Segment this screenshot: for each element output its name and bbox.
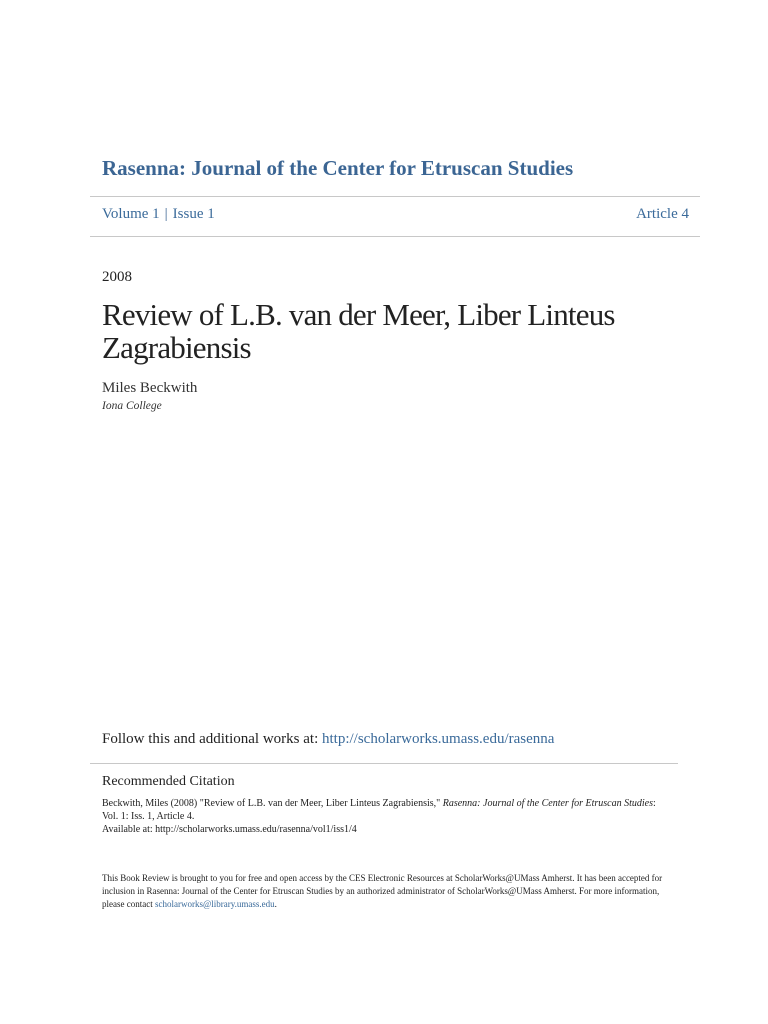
- volume-issue-links: [102, 206, 215, 223]
- contact-email-link[interactable]: scholarworks@library.umass.edu: [154, 899, 275, 909]
- issue-link[interactable]: Issue 1: [172, 206, 215, 222]
- citation-prefix: Beckwith, Miles (2008) "Review of L.B. van der Meer, Liber Linteus Zagrabiensis,": [102, 798, 443, 809]
- volume-link[interactable]: Volume 1: [102, 206, 160, 222]
- footer-text: This Book Review is brought to you for free and open access by the CES Electronic Resources at ScholarWorks@UMass Amherst. It has been accepted for inclusion in Rasenna: Journal of the Center for Etruscan Studies by an authorized administrator of ScholarWorks@UMass Amherst. For more information, please contact: [102, 873, 663, 909]
- issue-navigation: [102, 206, 689, 223]
- middle-divider: [90, 236, 700, 237]
- journal-title[interactable]: Rasenna: Journal of the Center for Etruscan Studies: [102, 156, 574, 180]
- author-name: Miles Beckwith: [102, 380, 198, 396]
- article-number-link[interactable]: Article 4: [636, 206, 689, 222]
- citation-available: Available at: http://scholarworks.umass.edu/rasenna/vol1/iss1/4: [102, 824, 357, 835]
- publication-year: 2008: [102, 269, 132, 285]
- citation-body: [102, 797, 672, 836]
- follow-line: [102, 731, 554, 748]
- top-divider: [90, 196, 700, 197]
- author-affiliation: Iona College: [102, 400, 162, 412]
- article-title: Review of L.B. van der Meer, Liber Linteus Zagrabiensis: [102, 297, 615, 365]
- access-footer: [102, 872, 672, 911]
- citation-suffix: : Vol. 1: Iss. 1, Article 4.: [102, 798, 656, 822]
- citation-divider: [90, 763, 678, 764]
- citation-journal: Rasenna: Journal of the Center for Etruscan Studies: [442, 798, 653, 809]
- citation-heading: Recommended Citation: [102, 774, 235, 789]
- volume-issue-separator: |: [164, 206, 168, 222]
- collection-url-link[interactable]: http://scholarworks.umass.edu/rasenna: [321, 731, 555, 747]
- footer-end: .: [274, 899, 277, 909]
- follow-text: Follow this and additional works at:: [102, 731, 322, 747]
